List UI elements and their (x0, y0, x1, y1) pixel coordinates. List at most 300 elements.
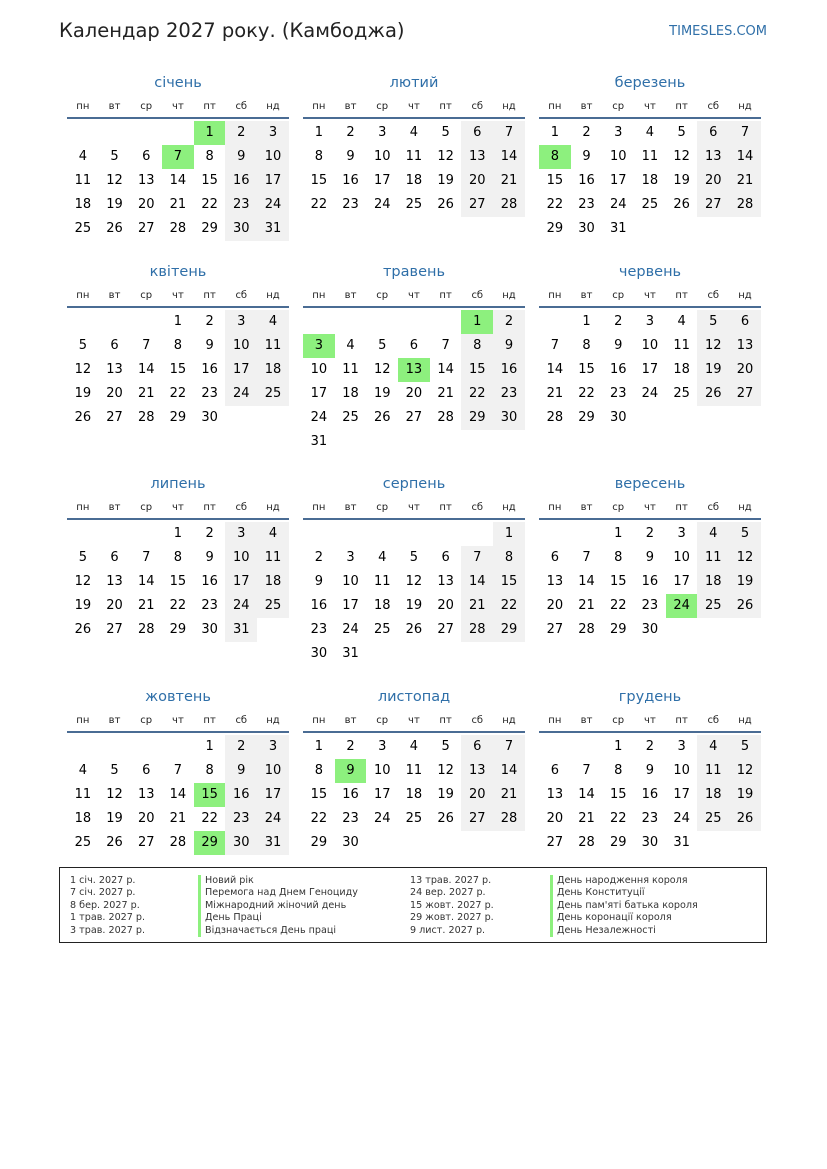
month-name: червень (618, 264, 682, 280)
day-cell: 11 (74, 173, 92, 188)
day-cell: 11 (342, 362, 359, 377)
day-cell: 21 (137, 598, 155, 613)
weekday-header (67, 710, 289, 732)
day-cell: 22 (461, 382, 493, 406)
weekday-label: пт (675, 502, 688, 513)
day-cell: 21 (169, 811, 187, 826)
weekday-label: ср (376, 101, 389, 112)
day-cell: 19 (106, 811, 123, 826)
weekday-label: сб (471, 502, 484, 513)
day-cell: 7 (493, 121, 525, 145)
day-cell: 3 (614, 125, 623, 140)
weekday-label: пн (548, 715, 562, 726)
day-cell: 17 (641, 362, 659, 377)
day-cell: 23 (641, 811, 659, 826)
empty-cell (99, 522, 131, 546)
day-cell: 9 (645, 550, 655, 565)
weekday-label: пн (548, 502, 562, 513)
day-cell: 23 (201, 598, 218, 613)
day-cell: 7 (582, 763, 591, 778)
day-cell: 1 (205, 739, 214, 754)
day-cell: 3 (225, 310, 257, 334)
day-grid (67, 310, 289, 430)
day-cell: 23 (641, 598, 659, 613)
page-title: Календар 2027 року. (Камбоджа) (59, 19, 405, 42)
day-cell: 22 (578, 386, 595, 401)
day-cell: 15 (310, 173, 328, 188)
holiday-day-cell: 3 (303, 334, 335, 358)
day-cell: 4 (78, 763, 87, 778)
month-name: лютий (389, 75, 439, 91)
legend-date: 13 трав. 2027 р. (410, 875, 492, 886)
weekday-label: вт (108, 290, 121, 301)
day-cell: 25 (405, 811, 423, 826)
day-cell: 15 (169, 362, 187, 377)
day-cell: 23 (225, 807, 257, 831)
holiday-day-cell: 24 (666, 594, 698, 618)
day-cell: 16 (641, 574, 659, 589)
empty-cell (99, 121, 131, 145)
day-cell: 16 (493, 358, 525, 382)
day-cell: 8 (461, 334, 493, 358)
day-cell: 14 (546, 362, 564, 377)
day-cell: 10 (673, 550, 690, 565)
day-cell: 17 (373, 787, 391, 802)
day-cell: 16 (201, 362, 218, 377)
day-cell: 2 (582, 125, 591, 140)
month-name: січень (154, 75, 202, 91)
day-cell: 2 (614, 314, 623, 329)
empty-cell (130, 735, 162, 759)
legend-date: 9 лист. 2027 р. (410, 924, 486, 936)
day-cell: 25 (673, 386, 690, 401)
day-cell: 13 (729, 334, 761, 358)
day-cell: 8 (205, 763, 214, 778)
day-cell: 7 (582, 550, 591, 565)
empty-cell (130, 522, 162, 546)
day-cell: 22 (310, 811, 328, 826)
day-cell: 14 (493, 145, 525, 169)
day-cell: 4 (409, 125, 419, 140)
day-cell: 24 (673, 811, 690, 826)
weekday-label: чт (644, 290, 656, 301)
day-cell: 21 (546, 386, 564, 401)
day-cell: 25 (405, 197, 423, 212)
day-cell: 4 (697, 735, 729, 759)
day-cell: 17 (257, 169, 289, 193)
month-block (539, 684, 761, 855)
day-cell: 8 (205, 149, 214, 164)
day-cell: 21 (493, 169, 525, 193)
day-cell: 17 (673, 574, 690, 589)
day-cell: 26 (729, 594, 761, 618)
day-cell: 19 (106, 197, 123, 212)
day-cell: 21 (137, 386, 155, 401)
holiday-day-cell: 1 (194, 121, 226, 145)
day-cell: 13 (137, 787, 155, 802)
weekday-label: пт (439, 101, 452, 112)
weekday-label: чт (172, 290, 184, 301)
day-cell: 11 (641, 149, 659, 164)
weekday-label: пн (548, 101, 562, 112)
day-cell: 10 (257, 145, 289, 169)
weekday-header (303, 710, 525, 732)
holiday-day-cell: 15 (194, 783, 226, 807)
empty-cell (398, 522, 430, 546)
weekday-label: пт (675, 715, 688, 726)
day-cell: 18 (673, 362, 690, 377)
day-cell: 13 (461, 145, 493, 169)
empty-cell (303, 310, 335, 334)
weekday-label: пт (675, 101, 688, 112)
weekday-label: пт (203, 290, 216, 301)
day-cell: 21 (729, 169, 761, 193)
day-cell: 18 (74, 811, 92, 826)
weekday-label: пн (312, 101, 326, 112)
day-cell: 20 (729, 358, 761, 382)
day-cell: 20 (137, 197, 155, 212)
weekday-label: пт (439, 290, 452, 301)
legend-date: 7 січ. 2027 р. (70, 887, 136, 899)
day-cell: 29 (169, 410, 187, 425)
day-cell: 4 (677, 314, 686, 329)
weekday-label: чт (408, 290, 420, 301)
weekday-label: вт (344, 101, 357, 112)
weekday-label: нд (738, 290, 752, 301)
day-cell: 24 (373, 197, 391, 212)
day-cell: 28 (493, 807, 525, 831)
empty-cell (461, 522, 493, 546)
day-cell: 29 (578, 410, 595, 425)
weekday-label: нд (502, 101, 516, 112)
weekday-label: пн (76, 502, 90, 513)
day-cell: 27 (697, 193, 729, 217)
day-cell: 4 (378, 550, 387, 565)
day-cell: 18 (405, 787, 423, 802)
day-cell: 9 (205, 338, 214, 353)
day-cell: 9 (645, 763, 655, 778)
month-block (539, 471, 761, 642)
day-cell: 16 (578, 173, 595, 188)
day-cell: 8 (493, 546, 525, 570)
day-cell: 31 (673, 835, 690, 850)
day-cell: 17 (225, 570, 257, 594)
day-cell: 30 (609, 410, 627, 425)
day-cell: 2 (346, 125, 355, 140)
day-cell: 5 (78, 550, 87, 565)
day-cell: 1 (582, 314, 591, 329)
day-cell: 14 (493, 759, 525, 783)
weekday-label: ср (376, 290, 389, 301)
weekday-label: сб (707, 715, 720, 726)
legend-date: 1 трав. 2027 р. (70, 912, 146, 924)
day-cell: 30 (342, 835, 359, 850)
weekday-label: ср (612, 715, 625, 726)
day-cell: 12 (106, 173, 123, 188)
day-cell: 8 (173, 338, 183, 353)
day-cell: 31 (310, 434, 328, 449)
day-cell: 11 (405, 763, 423, 778)
day-cell: 19 (74, 598, 92, 613)
day-cell: 11 (697, 759, 729, 783)
day-cell: 15 (609, 787, 627, 802)
day-cell: 21 (578, 811, 595, 826)
day-cell: 30 (201, 622, 218, 637)
day-cell: 16 (310, 598, 328, 613)
day-cell: 29 (609, 835, 627, 850)
holiday-day-cell: 1 (461, 310, 493, 334)
day-cell: 27 (137, 221, 155, 236)
day-cell: 13 (106, 574, 123, 589)
day-cell: 25 (74, 221, 92, 236)
weekday-label: чт (644, 502, 656, 513)
empty-cell (67, 310, 99, 334)
day-cell: 6 (142, 149, 151, 164)
day-cell: 19 (697, 358, 729, 382)
month-name: жовтень (145, 689, 211, 705)
day-cell: 28 (461, 618, 493, 642)
site-link[interactable]: TIMESLES.COM (669, 24, 767, 39)
day-cell: 14 (437, 362, 454, 377)
day-cell: 3 (257, 735, 289, 759)
legend-date: 15 жовт. 2027 р. (410, 899, 494, 911)
day-cell: 28 (729, 193, 761, 217)
weekday-label: ср (376, 715, 389, 726)
day-cell: 21 (437, 386, 454, 401)
day-cell: 29 (609, 622, 627, 637)
day-cell: 15 (201, 173, 218, 188)
day-cell: 21 (461, 594, 493, 618)
day-cell: 7 (550, 338, 559, 353)
day-cell: 6 (409, 338, 419, 353)
weekday-label: чт (172, 715, 184, 726)
day-cell: 26 (106, 835, 123, 850)
day-cell: 25 (641, 197, 659, 212)
day-cell: 28 (493, 193, 525, 217)
day-cell: 19 (729, 783, 761, 807)
day-cell: 23 (342, 197, 359, 212)
day-cell: 13 (697, 145, 729, 169)
weekday-label: ср (140, 290, 153, 301)
weekday-label: сб (235, 290, 248, 301)
empty-cell (99, 310, 131, 334)
day-cell: 25 (257, 382, 289, 406)
day-cell: 6 (110, 550, 119, 565)
weekday-label: пт (439, 715, 452, 726)
day-cell: 18 (373, 598, 391, 613)
weekday-header (539, 96, 761, 118)
day-cell: 31 (342, 646, 359, 661)
weekday-label: пн (312, 502, 326, 513)
day-cell: 6 (729, 310, 761, 334)
day-cell: 28 (437, 410, 454, 425)
day-cell: 12 (405, 574, 423, 589)
weekday-label: ср (612, 502, 625, 513)
weekday-header (67, 96, 289, 118)
day-cell: 3 (677, 739, 686, 754)
day-cell: 27 (405, 410, 423, 425)
holiday-day-cell: 9 (335, 759, 367, 783)
day-cell: 18 (697, 570, 729, 594)
day-cell: 10 (641, 338, 659, 353)
month-block (303, 259, 525, 454)
day-cell: 12 (437, 149, 454, 164)
day-cell: 21 (493, 783, 525, 807)
month-block (67, 471, 289, 642)
day-cell: 2 (314, 550, 323, 565)
weekday-label: пн (548, 290, 562, 301)
day-cell: 26 (729, 807, 761, 831)
day-cell: 29 (493, 618, 525, 642)
day-cell: 19 (74, 386, 92, 401)
day-cell: 30 (201, 410, 218, 425)
empty-cell (99, 735, 131, 759)
day-cell: 6 (461, 735, 493, 759)
day-cell: 23 (225, 193, 257, 217)
day-cell: 1 (173, 526, 183, 541)
day-cell: 3 (257, 121, 289, 145)
day-cell: 22 (310, 197, 328, 212)
legend-holiday-name: День пам'яті батька короля (550, 900, 698, 912)
day-cell: 25 (697, 594, 729, 618)
day-cell: 27 (437, 622, 454, 637)
legend-holiday-name: Відзначається День праці (198, 925, 358, 937)
day-cell: 8 (314, 763, 323, 778)
day-cell: 1 (314, 125, 323, 140)
day-cell: 8 (582, 338, 591, 353)
day-cell: 30 (225, 831, 257, 855)
day-cell: 22 (609, 811, 627, 826)
month-block (303, 70, 525, 217)
weekday-header (303, 285, 525, 307)
month-block (539, 70, 761, 241)
day-cell: 15 (461, 358, 493, 382)
legend-date: 1 січ. 2027 р. (70, 875, 136, 886)
day-cell: 16 (342, 787, 359, 802)
legend-holiday-name: День Праці (198, 912, 358, 924)
day-cell: 28 (578, 835, 595, 850)
day-cell: 17 (373, 173, 391, 188)
day-cell: 3 (378, 125, 387, 140)
weekday-label: вт (344, 502, 357, 513)
day-cell: 25 (373, 622, 391, 637)
weekday-label: нд (266, 715, 280, 726)
day-cell: 24 (373, 811, 391, 826)
day-grid (67, 735, 289, 855)
day-cell: 10 (609, 149, 627, 164)
weekday-label: чт (644, 101, 656, 112)
empty-cell (335, 310, 367, 334)
weekday-header (67, 497, 289, 519)
day-cell: 9 (314, 574, 323, 589)
empty-cell (67, 522, 99, 546)
day-cell: 30 (225, 217, 257, 241)
day-cell: 6 (110, 338, 119, 353)
day-cell: 26 (673, 197, 690, 212)
month-name: вересень (614, 476, 686, 492)
weekday-label: вт (580, 715, 593, 726)
day-cell: 21 (169, 197, 187, 212)
weekday-label: пт (675, 290, 688, 301)
day-cell: 30 (641, 835, 659, 850)
day-cell: 23 (609, 386, 627, 401)
day-cell: 14 (461, 570, 493, 594)
day-cell: 13 (137, 173, 155, 188)
day-cell: 3 (677, 526, 686, 541)
month-name: квітень (149, 264, 207, 280)
day-cell: 9 (614, 338, 623, 353)
month-name: грудень (618, 689, 682, 705)
month-block (67, 259, 289, 430)
day-cell: 1 (173, 314, 183, 329)
weekday-label: сб (707, 101, 720, 112)
empty-cell (430, 310, 462, 334)
day-cell: 22 (546, 197, 564, 212)
weekday-label: вт (580, 101, 593, 112)
day-cell: 20 (106, 386, 123, 401)
day-cell: 9 (205, 550, 214, 565)
empty-cell (366, 522, 398, 546)
day-cell: 30 (641, 622, 659, 637)
day-cell: 22 (609, 598, 627, 613)
day-cell: 17 (673, 787, 690, 802)
month-block (67, 70, 289, 241)
day-cell: 20 (137, 811, 155, 826)
day-cell: 18 (342, 386, 359, 401)
holiday-legend (59, 867, 767, 943)
day-cell: 4 (78, 149, 87, 164)
day-cell: 7 (142, 338, 151, 353)
weekday-label: чт (408, 715, 420, 726)
day-cell: 15 (609, 574, 627, 589)
weekday-label: сб (471, 715, 484, 726)
day-cell: 4 (409, 739, 419, 754)
day-cell: 16 (225, 169, 257, 193)
legend-date: 24 вер. 2027 р. (410, 887, 486, 899)
day-cell: 31 (257, 831, 289, 855)
day-cell: 1 (614, 526, 623, 541)
day-cell: 6 (550, 763, 559, 778)
day-cell: 16 (225, 783, 257, 807)
month-name: липень (150, 476, 206, 492)
day-cell: 25 (257, 594, 289, 618)
day-cell: 2 (493, 310, 525, 334)
legend-holiday-name: День коронації короля (550, 912, 698, 924)
weekday-label: нд (266, 290, 280, 301)
weekday-label: вт (108, 502, 121, 513)
month-block (303, 471, 525, 666)
day-cell: 22 (201, 197, 218, 212)
day-cell: 5 (110, 763, 119, 778)
month-name: листопад (377, 689, 451, 705)
weekday-label: ср (376, 502, 389, 513)
day-cell: 15 (310, 787, 328, 802)
day-cell: 10 (257, 759, 289, 783)
day-cell: 4 (645, 125, 655, 140)
day-cell: 26 (405, 622, 423, 637)
day-cell: 19 (437, 173, 454, 188)
weekday-label: чт (644, 715, 656, 726)
weekday-label: сб (707, 502, 720, 513)
day-cell: 5 (378, 338, 387, 353)
day-cell: 20 (437, 598, 454, 613)
empty-cell (67, 735, 99, 759)
day-cell: 15 (169, 574, 187, 589)
day-cell: 24 (609, 197, 627, 212)
day-cell: 31 (609, 221, 627, 236)
day-cell: 30 (310, 646, 328, 661)
day-cell: 26 (437, 811, 454, 826)
